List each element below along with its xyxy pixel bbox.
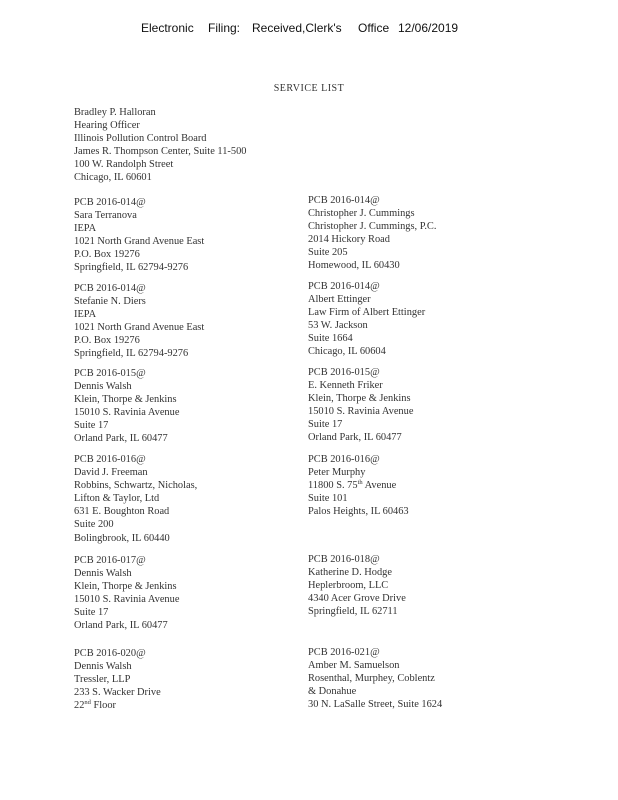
contact-line: 15010 S. Ravinia Avenue: [74, 594, 180, 606]
contact-line: Rosenthal, Murphey, Coblentz: [308, 673, 435, 685]
contact-line: P.O. Box 19276: [74, 335, 140, 347]
contact-line: 15010 S. Ravinia Avenue: [308, 406, 414, 418]
contact-line: Chicago, IL 60604: [308, 346, 386, 358]
contact-line: Bolingbrook, IL 60440: [74, 532, 170, 544]
header-received: Received,Clerk's: [252, 21, 342, 35]
contact-line: James R. Thompson Center, Suite 11-500: [74, 146, 247, 158]
contact-line: & Donahue: [308, 686, 357, 698]
contact-line: Lifton & Taylor, Ltd: [74, 493, 160, 505]
filing-stamp-header: [0, 21, 618, 37]
contact-name: Dennis Walsh: [74, 568, 132, 580]
contact-name: Albert Ettinger: [308, 294, 371, 306]
contact-line: Springfield, IL 62794-9276: [74, 348, 189, 360]
contact-name: Sara Terranova: [74, 210, 137, 222]
contact-line: Suite 17: [74, 420, 109, 432]
service-entry-left-2: [74, 282, 204, 361]
service-entry-right-2: [308, 280, 425, 359]
contact-line: Bradley P. Halloran: [74, 107, 156, 118]
contact-line: Tressler, LLP: [74, 674, 131, 686]
contact-line: Christopher J. Cummings, P.C.: [308, 221, 437, 233]
case-number: PCB 2016-014@: [74, 197, 146, 208]
service-entry-right-5: [308, 553, 406, 618]
contact-line: Illinois Pollution Control Board: [74, 133, 207, 145]
service-entry-left-3: [74, 367, 179, 446]
case-number: PCB 2016-014@: [308, 195, 380, 206]
case-number: PCB 2016-020@: [74, 648, 146, 659]
header-date: 12/06/2019: [398, 21, 459, 35]
contact-line: Palos Heights, IL 60463: [308, 506, 409, 518]
contact-line: Suite 101: [308, 493, 348, 505]
case-number: PCB 2016-021@: [308, 647, 380, 658]
contact-line: 1021 North Grand Avenue East: [74, 236, 205, 248]
contact-line: Orland Park, IL 60477: [74, 620, 168, 632]
contact-line: IEPA: [74, 309, 97, 321]
contact-name: Dennis Walsh: [74, 661, 132, 673]
contact-name: Christopher J. Cummings: [308, 208, 415, 220]
header-office: Office: [358, 21, 390, 35]
case-number: PCB 2016-014@: [74, 283, 146, 294]
header-filing: Filing:: [208, 21, 241, 35]
contact-line: Klein, Thorpe & Jenkins: [74, 581, 177, 593]
case-number: PCB 2016-017@: [74, 555, 146, 566]
case-number: PCB 2016-016@: [308, 454, 380, 465]
contact-line: 4340 Acer Grove Drive: [308, 593, 406, 605]
contact-name: David J. Freeman: [74, 467, 148, 479]
service-entry-left-1: [74, 196, 204, 275]
contact-line: Springfield, IL 62794-9276: [74, 262, 189, 274]
contact-name: Dennis Walsh: [74, 381, 132, 393]
contact-line: Hearing Officer: [74, 120, 140, 132]
contact-line: 15010 S. Ravinia Avenue: [74, 407, 180, 419]
contact-line: 2014 Hickory Road: [308, 234, 390, 246]
contact-name: Peter Murphy: [308, 467, 366, 479]
contact-line: Heplerbroom, LLC: [308, 580, 389, 592]
case-number: PCB 2016-018@: [308, 554, 380, 565]
case-number: PCB 2016-015@: [308, 367, 380, 378]
contact-line: 53 W. Jackson: [308, 320, 368, 332]
contact-line: IEPA: [74, 223, 97, 235]
service-entry-left-6: [74, 647, 161, 712]
service-entry-right-4: [308, 453, 409, 518]
contact-line: Law Firm of Albert Ettinger: [308, 307, 426, 319]
service-entry-right-6: [308, 646, 442, 711]
header-electronic: Electronic: [141, 21, 194, 35]
contact-name: Amber M. Samuelson: [308, 660, 400, 672]
case-number: PCB 2016-016@: [74, 454, 146, 465]
contact-line: 22nd Floor: [74, 699, 117, 712]
contact-line: 1021 North Grand Avenue East: [74, 322, 205, 334]
contact-line-superscript: 11800 S. 75th Avenue: [308, 479, 397, 492]
contact-line: Suite 17: [308, 419, 343, 431]
contact-name: Stefanie N. Diers: [74, 296, 146, 308]
service-entry-left-5: [74, 554, 179, 633]
contact-line: P.O. Box 19276: [74, 249, 140, 261]
contact-line: Klein, Thorpe & Jenkins: [74, 394, 177, 406]
contact-name: E. Kenneth Friker: [308, 380, 383, 392]
contact-line: Homewood, IL 60430: [308, 260, 400, 272]
contact-line: 631 E. Boughton Road: [74, 506, 170, 518]
hearing-officer-block: [74, 106, 246, 185]
contact-line: 100 W. Randolph Street: [74, 159, 174, 171]
contact-line: Klein, Thorpe & Jenkins: [308, 393, 411, 405]
contact-line: Suite 200: [74, 519, 114, 531]
contact-line: Orland Park, IL 60477: [308, 432, 402, 444]
contact-line: Suite 205: [308, 247, 348, 259]
contact-line: Suite 1664: [308, 333, 353, 345]
page-title: SERVICE LIST: [273, 83, 345, 94]
contact-line: Springfield, IL 62711: [308, 606, 398, 618]
service-entry-left-4: [74, 453, 197, 545]
contact-line: Suite 17: [74, 607, 109, 619]
contact-line: Chicago, IL 60601: [74, 172, 152, 184]
contact-line: Orland Park, IL 60477: [74, 433, 168, 445]
contact-name: Katherine D. Hodge: [308, 567, 392, 579]
service-entry-right-1: [308, 194, 436, 273]
service-entry-right-3: [308, 366, 413, 445]
contact-line: 233 S. Wacker Drive: [74, 687, 161, 699]
contact-line: 30 N. LaSalle Street, Suite 1624: [308, 699, 443, 711]
case-number: PCB 2016-015@: [74, 368, 146, 379]
contact-line: Robbins, Schwartz, Nicholas,: [74, 480, 198, 492]
case-number: PCB 2016-014@: [308, 281, 380, 292]
